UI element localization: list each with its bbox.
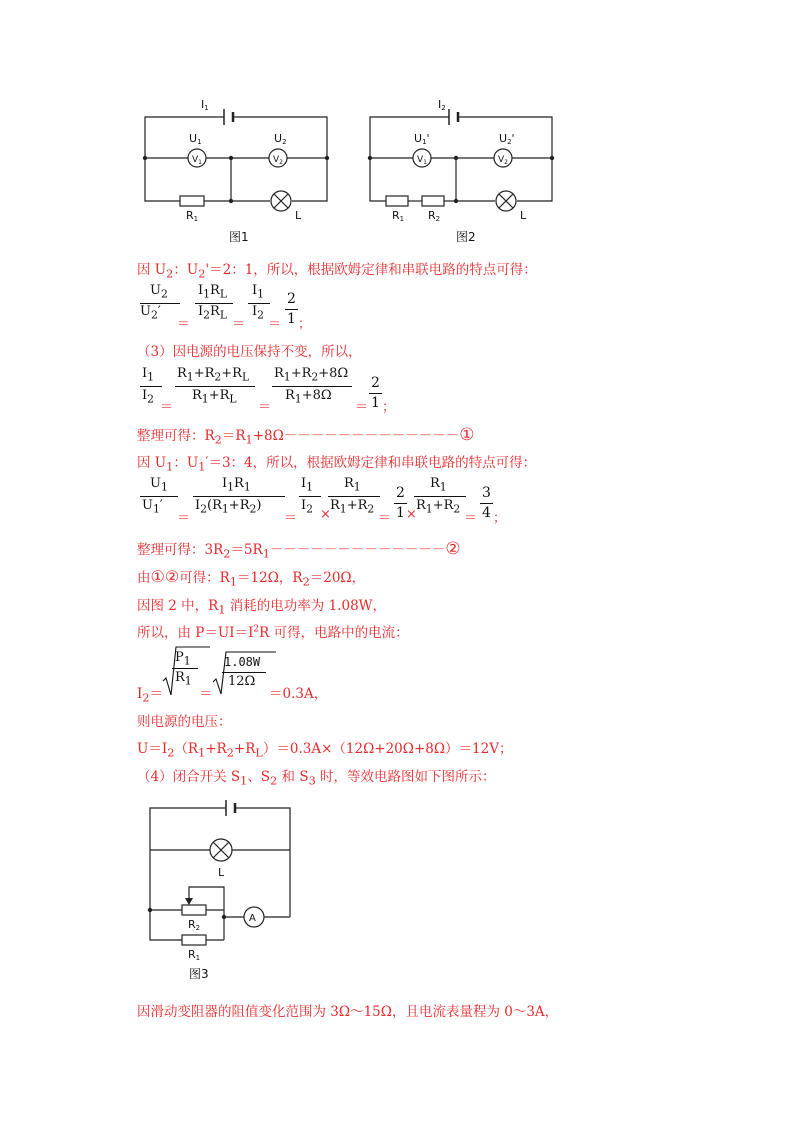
fig2-voltmeter-1-icon: V xyxy=(417,155,424,165)
fig1-voltmeter-2-icon: V xyxy=(273,155,280,165)
fig2-voltmeter-2-icon: V xyxy=(498,155,505,165)
fig1-resistor-label: R xyxy=(186,209,194,222)
fig1-voltage-1-label: U xyxy=(189,132,198,145)
svg-text:V2: $V_2$ xyxy=(273,155,283,166)
circuit-figure-2 xyxy=(360,95,570,245)
svg-text:R2: R2 xyxy=(188,918,201,932)
fig1-voltmeter-1-icon: V xyxy=(192,155,199,165)
svg-text:V1: $V_1$ xyxy=(192,155,202,166)
fig1-caption: 图1 xyxy=(229,230,249,244)
text-line-result-2: 整理可得：$3R_2=5R_1-------------②$ xyxy=(137,539,461,561)
fig2-voltage-1-label: U xyxy=(414,132,423,145)
svg-text:U2': U2' xyxy=(499,132,515,146)
svg-text:R2: R2 xyxy=(428,209,441,223)
fig3-resistor-label: R xyxy=(188,948,196,961)
text-line-rheostat-range: 因滑动变阻器的阻值变化范围为 3Ω～15Ω，且电流表量程为 0～3A， xyxy=(137,1004,559,1020)
text-line-voltage-calc: $U=I_2(R_1+R_2+R_L)=0.3A\times(12\Omega+20\Omega+8\Omega)=12V$； xyxy=(137,741,513,760)
text-line-ratio-u2: 因 $U_2$：$U_2'=2$：1，所以，根据欧姆定律和串联电路的特点可得： xyxy=(137,262,537,281)
fig3-caption: 图3 xyxy=(189,967,209,981)
circuit-figure-1 xyxy=(135,95,345,245)
fig2-voltage-2-label: U xyxy=(499,132,508,145)
text-line-current-formula: 所以，由 $P=UI=I^2R$ 可得，电路中的电流： xyxy=(137,624,409,641)
fig2-current-label: I xyxy=(438,98,442,111)
fig1-lamp-label: L xyxy=(295,209,302,222)
fig3-lamp-label: L xyxy=(218,866,225,879)
svg-text:R1: R1 xyxy=(186,209,199,223)
text-line-ratio-u1: 因 $U_1$：$U_1'=3$：4，所以，根据欧姆定律和串联电路的特点可得： xyxy=(137,455,537,474)
svg-text:I2: I2 xyxy=(438,98,446,112)
fig1-voltage-2-label: U xyxy=(274,132,283,145)
svg-text:R1: R1 xyxy=(188,948,201,962)
fig3-ammeter-icon: A xyxy=(249,913,256,924)
text-line-solve-r: 由①②可得：$R_1=12\Omega$，$R_2=20\Omega$， xyxy=(137,567,366,589)
circuit-figure-3 xyxy=(140,790,310,985)
fig2-resistor-2-label: R xyxy=(428,209,436,222)
fig3-rheostat-label: R xyxy=(188,918,196,931)
text-line-voltage-intro: 则电源的电压： xyxy=(137,714,232,730)
svg-text:U1': U1' xyxy=(414,132,430,146)
svg-text:I1: I1 xyxy=(201,98,209,112)
svg-text:U1: U1 xyxy=(189,132,202,146)
text-line-step-4: （4）闭合开关 $S_1$、$S_2$ 和 $S_3$ 时，等效电路图如下图所示： xyxy=(137,769,496,788)
fig2-lamp-label: L xyxy=(520,209,527,222)
fig1-current-label: I xyxy=(201,98,205,111)
svg-text:V2: $V_2$ xyxy=(498,155,508,166)
svg-text:R1: R1 xyxy=(392,209,405,223)
text-line-power: 因图 2 中，$R_1$ 消耗的电功率为 1.08W， xyxy=(137,598,387,617)
text-line-result-1: 整理可得：$R_2=R_1+8\Omega-------------①$ xyxy=(137,425,475,447)
text-line-step-3: （3）因电源的电压保持不变，所以， xyxy=(137,344,362,360)
svg-text:V1: $V_1$ xyxy=(417,155,427,166)
fig2-resistor-1-label: R xyxy=(392,209,400,222)
fig2-caption: 图2 xyxy=(456,230,476,244)
svg-text:U2: U2 xyxy=(274,132,287,146)
